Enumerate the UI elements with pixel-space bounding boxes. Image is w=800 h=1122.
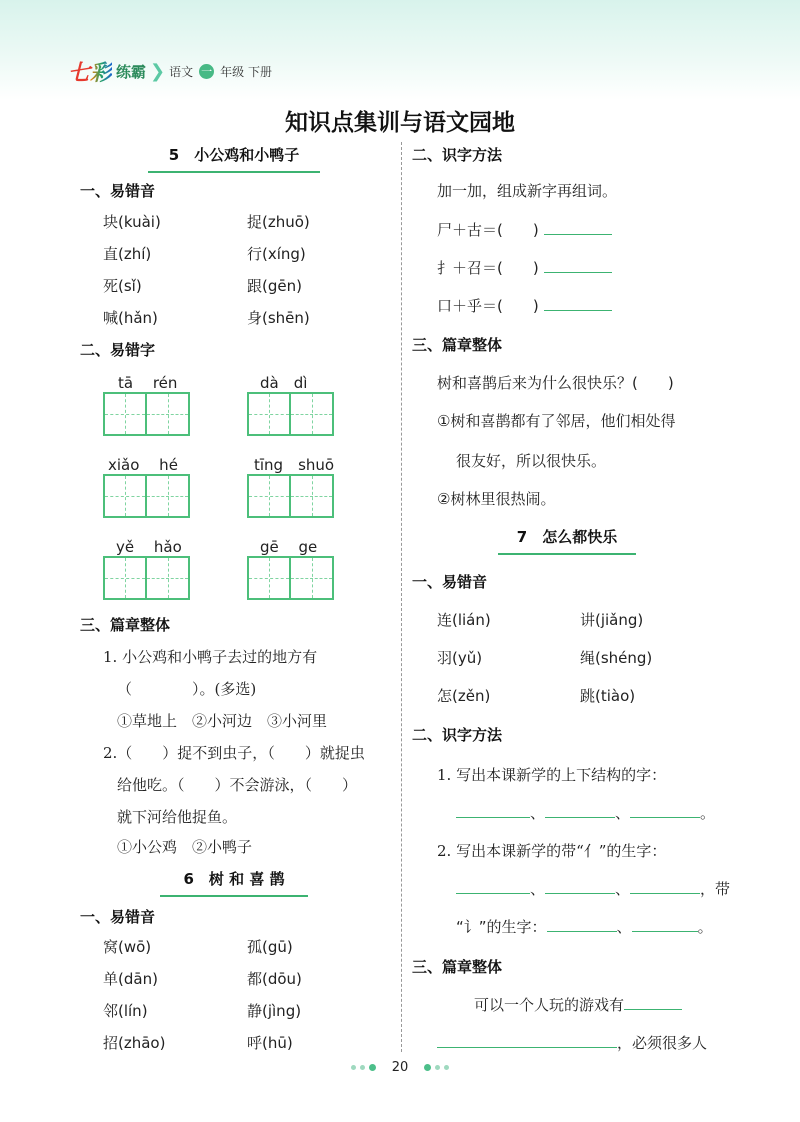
lesson5-sec1-heading: 一、易错音 — [80, 182, 156, 200]
grid-cell[interactable] — [291, 556, 334, 600]
separator: 、 — [615, 880, 631, 898]
pinyin-item: 死(sǐ) — [103, 277, 142, 295]
logo-part1: 七 — [68, 59, 91, 86]
pinyin-item: 喊(hǎn) — [103, 309, 158, 327]
page-number: 20 — [391, 1060, 409, 1075]
answer-blank[interactable] — [456, 879, 530, 894]
logo-part2: 彩 — [90, 59, 113, 86]
answer-blank[interactable] — [544, 258, 612, 273]
pinyin-item: 直(zhí) — [103, 245, 152, 263]
answer-line — [456, 916, 713, 937]
pinyin-item: 跟(gēn) — [247, 277, 302, 295]
question-line: 树和喜鹊后来为什么很快乐？( ) — [437, 374, 674, 392]
pinyin-item: 静(jìng) — [247, 1002, 302, 1020]
option-line: 很友好，所以很快乐。 — [456, 452, 607, 470]
question-line: 2. 写出本课新学的带“亻”的生字： — [437, 842, 667, 860]
dot-icon — [369, 1064, 376, 1071]
lesson7-heading: 7 怎么都快乐 — [498, 526, 636, 555]
grid-pinyin: tīng shuō — [254, 456, 335, 474]
grid-cell[interactable] — [103, 474, 147, 518]
grid-cell[interactable] — [147, 556, 190, 600]
grid-cell[interactable] — [103, 556, 147, 600]
pinyin-item: 跳(tiào) — [580, 687, 636, 705]
series-header — [68, 56, 272, 86]
instruction: 加一加，组成新字再组词。 — [437, 182, 618, 200]
char-equation — [437, 295, 612, 316]
pinyin-item: 讲(jiǎng) — [580, 611, 644, 629]
grid-cell[interactable] — [247, 392, 291, 436]
dot-icon — [444, 1065, 449, 1070]
dot-icon — [424, 1064, 431, 1071]
question-line — [437, 1032, 707, 1053]
lesson7-sec2-heading: 二、识字方法 — [412, 726, 503, 744]
grid-cell[interactable] — [147, 474, 190, 518]
lesson7-sec3-heading: 三、篇章整体 — [412, 958, 503, 976]
period: 。 — [700, 804, 716, 822]
question-text: “讠”的生字： — [456, 918, 547, 936]
answer-blank[interactable] — [624, 995, 682, 1010]
lesson5-sec3-heading: 三、篇章整体 — [80, 616, 171, 634]
pinyin-item: 招(zhāo) — [103, 1034, 166, 1052]
question-line: 1. 小公鸡和小鸭子去过的地方有 — [103, 648, 318, 666]
pinyin-item: 绳(shéng) — [580, 649, 653, 667]
grid-cell[interactable] — [291, 392, 334, 436]
subject-label: 语文 — [169, 64, 194, 79]
writing-grid[interactable] — [103, 556, 190, 600]
answer-blank[interactable] — [456, 803, 530, 818]
pinyin-item: 呼(hū) — [247, 1034, 293, 1052]
grid-pinyin: yě hǎo — [116, 538, 182, 556]
logo — [68, 56, 112, 87]
pinyin-item: 窝(wō) — [103, 938, 152, 956]
pinyin-item: 连(lián) — [437, 611, 491, 629]
lesson6-heading: 6 树 和 喜 鹊 — [160, 868, 308, 897]
pinyin-item: 块(kuài) — [103, 213, 161, 231]
question-line: 2.（ ）捉不到虫子，（ ）就捉虫 — [103, 744, 365, 762]
pinyin-item: 都(dōu) — [247, 970, 302, 988]
equation-text: 尸＋古＝( ) — [437, 221, 539, 239]
char-equation — [437, 257, 612, 278]
grid-pinyin: dà dì — [260, 374, 308, 392]
grid-pinyin: gē ge — [260, 538, 318, 556]
answer-blank[interactable] — [547, 917, 617, 932]
answer-blank[interactable] — [544, 296, 612, 311]
writing-grid[interactable] — [247, 392, 334, 436]
question-text: ，必须很多人 — [617, 1034, 708, 1052]
pinyin-item: 怎(zěn) — [437, 687, 491, 705]
separator: 、 — [616, 918, 632, 936]
answer-blank[interactable] — [632, 917, 698, 932]
question-line: 1. 写出本课新学的上下结构的字： — [437, 766, 667, 784]
lesson6-sec3-heading: 三、篇章整体 — [412, 336, 503, 354]
answer-blank[interactable] — [544, 220, 612, 235]
page-title: 知识点集训与语文园地 — [285, 109, 515, 136]
answer-blank[interactable] — [545, 803, 615, 818]
separator: 、 — [530, 880, 546, 898]
chevron-right-icon: ❯ — [150, 60, 166, 82]
pinyin-item: 邻(lín) — [103, 1002, 148, 1020]
brand-name: 练霸 — [116, 62, 147, 81]
option-line: ①草地上 ②小河边 ③小河里 — [117, 712, 328, 730]
grid-pinyin: tā rén — [118, 374, 178, 392]
writing-grid[interactable] — [103, 392, 190, 436]
answer-blank[interactable] — [630, 879, 700, 894]
grid-cell[interactable] — [291, 474, 334, 518]
question-text: 可以一个人玩的游戏有 — [474, 996, 625, 1014]
separator: 、 — [530, 804, 546, 822]
grid-cell[interactable] — [147, 392, 190, 436]
char-equation — [437, 219, 612, 240]
page-footer — [0, 1060, 800, 1075]
question-line: （ ）。(多选) — [117, 680, 257, 698]
answer-blank[interactable] — [437, 1033, 617, 1048]
grid-cell[interactable] — [247, 474, 291, 518]
writing-grid[interactable] — [247, 556, 334, 600]
pinyin-item: 捉(zhuō) — [247, 213, 310, 231]
answer-blank[interactable] — [545, 879, 615, 894]
option-line: ②树林里很热闹。 — [437, 490, 556, 508]
pinyin-item: 身(shēn) — [247, 309, 310, 327]
separator: 、 — [615, 804, 631, 822]
pinyin-item: 羽(yǔ) — [437, 649, 483, 667]
pinyin-item: 孤(gū) — [247, 938, 293, 956]
equation-text: 口＋乎＝( ) — [437, 297, 539, 315]
question-line — [474, 994, 682, 1015]
lesson6-sec1-heading: 一、易错音 — [80, 908, 156, 926]
period: 。 — [697, 918, 713, 936]
equation-text: 扌＋召＝( ) — [437, 259, 539, 277]
comma-dai: ，带 — [700, 880, 731, 898]
lesson5-sec2-heading: 二、易错字 — [80, 341, 156, 359]
question-line: 给他吃。（ ）不会游泳，（ ） — [117, 776, 358, 794]
grid-cell[interactable] — [103, 392, 147, 436]
option-line: ①树和喜鹊都有了邻居，他们相处得 — [437, 412, 676, 430]
grade-badge: 一 — [201, 64, 213, 78]
grade-label: 年级 下册 — [220, 64, 272, 79]
pinyin-item: 单(dān) — [103, 970, 158, 988]
writing-grid[interactable] — [103, 474, 190, 518]
lesson5-heading: 5 小公鸡和小鸭子 — [148, 144, 320, 173]
lesson6-sec2-heading: 二、识字方法 — [412, 146, 503, 164]
dot-icon — [351, 1065, 356, 1070]
writing-grid[interactable] — [247, 474, 334, 518]
answer-blank[interactable] — [630, 803, 700, 818]
answer-line — [456, 878, 730, 899]
lesson7-sec1-heading: 一、易错音 — [412, 573, 488, 591]
grid-pinyin: xiǎo hé — [108, 456, 178, 474]
question-line: 就下河给他捉鱼。 — [117, 808, 238, 826]
option-line: ①小公鸡 ②小鸭子 — [117, 838, 253, 856]
dot-icon — [360, 1065, 365, 1070]
dot-icon — [435, 1065, 440, 1070]
grid-cell[interactable] — [247, 556, 291, 600]
column-divider — [401, 142, 402, 1052]
pinyin-item: 行(xíng) — [247, 245, 306, 263]
answer-line — [456, 802, 715, 823]
